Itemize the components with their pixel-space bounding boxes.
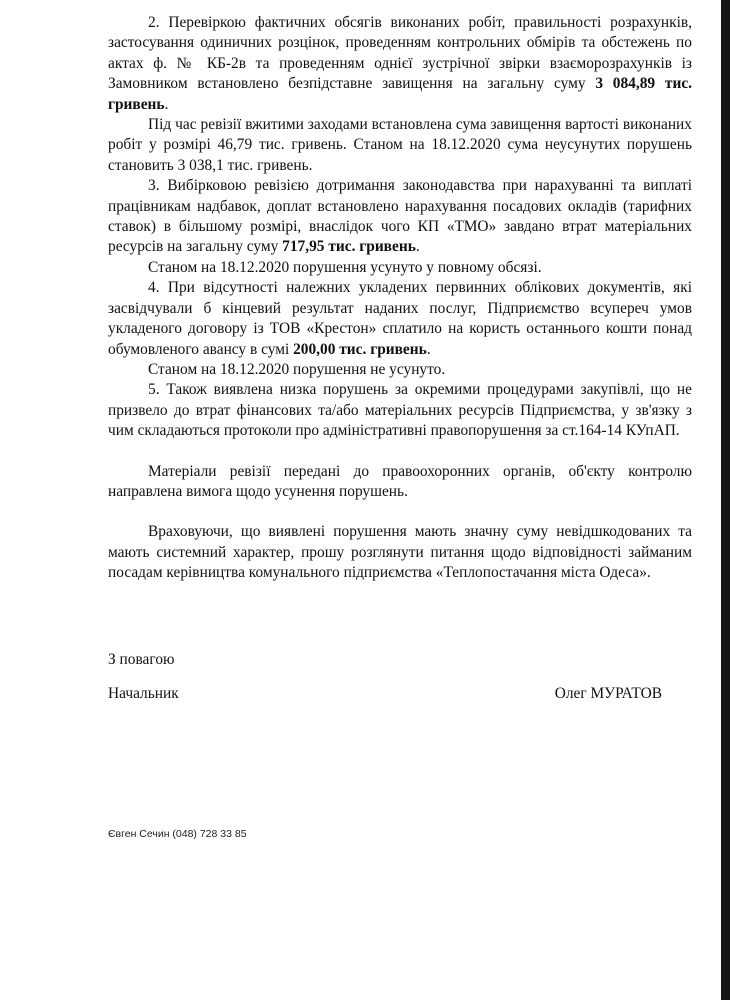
signature-row <box>108 684 692 704</box>
page-edge-border <box>721 0 730 1000</box>
paragraph-text: Під час ревізії вжитими заходами встановлена сума завищення вартості виконаних робіт у розмірі 46,79 тис. гривень. Станом на 18.12.2020 сума неусунутих порушень становить 3 038,1 тис. гривень. <box>108 116 692 174</box>
letter-body <box>108 13 692 584</box>
paragraph-item-4 <box>108 278 692 360</box>
paragraph-item-3 <box>108 176 692 258</box>
paragraph-request <box>108 522 692 583</box>
paragraph-item-4-status <box>108 360 692 380</box>
paragraph-item-5 <box>108 380 692 441</box>
signatory-name: Олег МУРАТОВ <box>554 685 662 702</box>
paragraph-text: Матеріали ревізії передані до правоохоронних органів, об'єкту контролю направлена вимога щодо усунення порушень. <box>108 462 692 500</box>
paragraph-item-2-result <box>108 115 692 176</box>
amount-highlight: 3 084,89 тис. гривень <box>108 75 693 113</box>
amount-highlight: 717,95 тис. гривень <box>282 238 416 256</box>
paragraph-item-2 <box>108 13 692 115</box>
signatory-position: Начальник <box>108 685 179 702</box>
paragraph-text: Враховуючи, що виявлені порушення мають значну суму невідшкодованих та мають системний характер, прошу розглянути питання щодо відповідності займаним посадам керівництва комунального підприємства «Теплопостачання міста Одеса». <box>108 523 692 582</box>
paragraph-text: Станом на 18.12.2020 порушення усунуто у повному обсязі. <box>148 258 542 276</box>
paragraph-item-3-status <box>108 258 692 278</box>
paragraph-text: Станом на 18.12.2020 порушення не усунуто. <box>148 360 446 378</box>
paragraph-text: 4. При відсутності належних укладених первинних облікових документів, які засвідчували б кінцевий результат наданих послуг, Підприємство всупереч умов укладеного договору із ТОВ «Крестон» сплатило на користь останнього кошти понад обумовленого авансу в сумі <box>108 279 692 358</box>
paragraph-text: 3. Вибірковою ревізією дотримання законодавства при нарахуванні та виплаті працівникам надбавок, доплат встановлено нарахування посадових окладів (тарифних ставок) в більшому розмірі, внаслідок чого КП «ТМО» завдано втрат матеріальних ресурсів на загальну суму <box>108 177 692 256</box>
paragraph-text: 5. Також виявлена низка порушень за окремими процедурами закупівлі, що не призвело до втрат фінансових та/або матеріальних ресурсів Підприємства, у зв'язку з чим складаються протоколи про адміністративні правопорушення за ст.164-14 КУпАП. <box>108 381 692 440</box>
closing-regards: З повагою <box>108 651 175 668</box>
paragraph-text: . <box>426 340 431 358</box>
paragraph-text: . <box>415 238 420 256</box>
paragraph-text: . <box>164 95 169 113</box>
amount-highlight: 200,00 тис. гривень <box>293 340 427 358</box>
paragraph-text: 2. Перевіркою фактичних обсягів виконаних робіт, правильності розрахунків, застосування одиничних розцінок, проведенням контрольних обмірів та обстежень по актах ф. № КБ-2в та проведенням однієї зустрічної звірки взаєморозрахунків із Замовником встановлено безпідставне завищення на загальну суму <box>108 14 692 93</box>
paragraph-materials <box>108 462 692 503</box>
executor-contact: Євген Сечин (048) 728 33 85 <box>108 828 247 840</box>
